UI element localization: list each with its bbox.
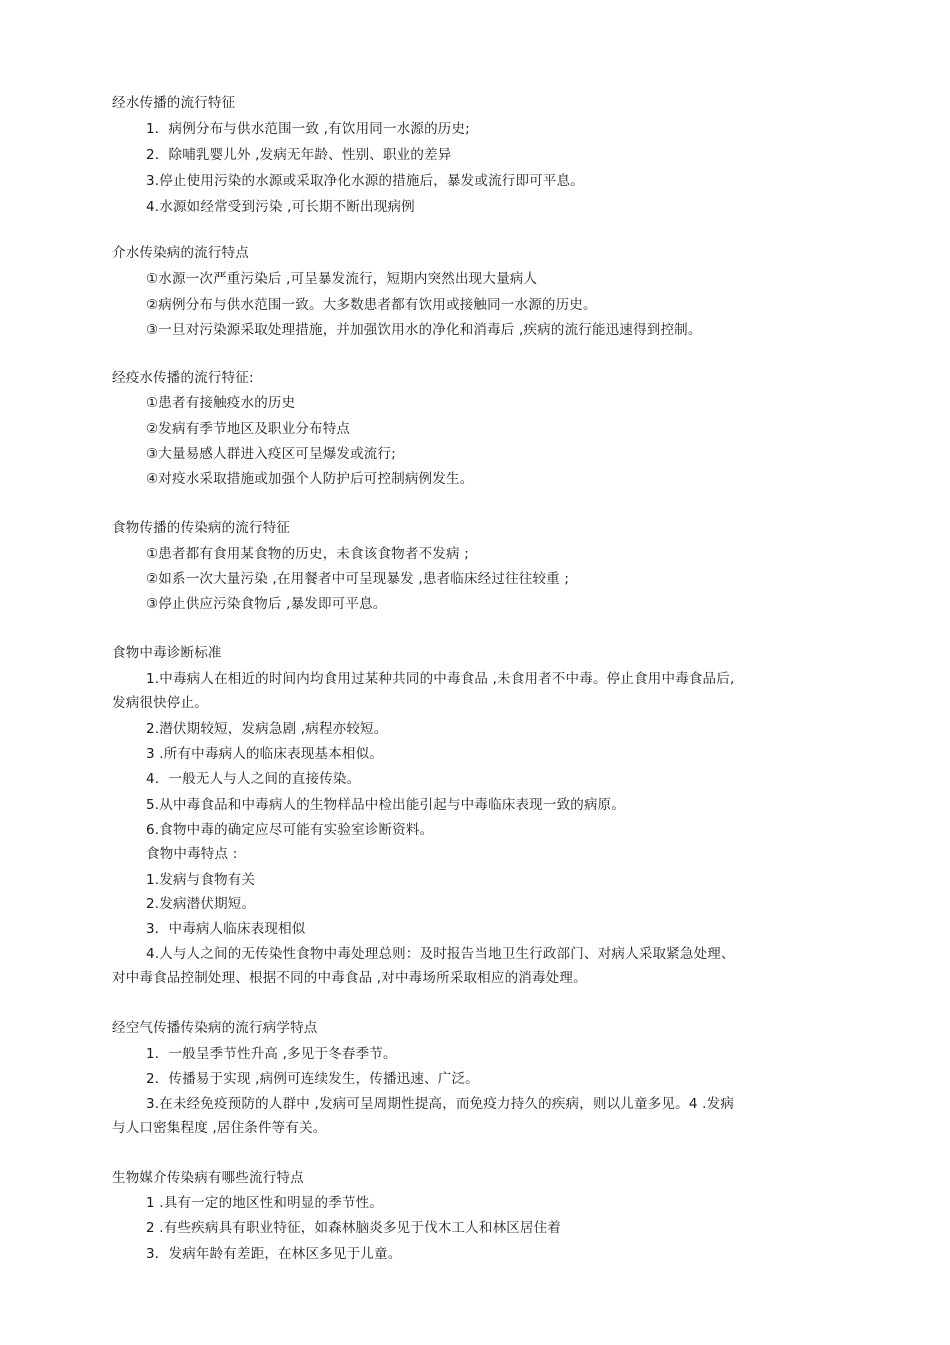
- list-item-continuation: 发病很快停止。: [112, 695, 208, 711]
- list-item: 3.停止使用污染的水源或采取净化水源的措施后，暴发或流行即可平息。: [146, 173, 584, 189]
- list-item: ③一旦对污染源采取处理措施，并加强饮用水的净化和消毒后 ,疾病的流行能迅速得到控制。: [146, 322, 702, 338]
- list-item-continuation: 与人口密集程度 ,居住条件等有关。: [112, 1120, 327, 1136]
- list-item: ③大量易感人群进入疫区可呈爆发或流行;: [146, 446, 396, 462]
- list-item: 2.发病潜伏期短。: [146, 896, 256, 912]
- list-item: 1．一般呈季节性升高 ,多见于冬春季节。: [146, 1046, 397, 1062]
- section-title: 经疫水传播的流行特征:: [112, 370, 254, 386]
- list-item: 4．一般无人与人之间的直接传染。: [146, 771, 361, 787]
- section-title: 食物传播的传染病的流行特征: [112, 520, 291, 536]
- section-title: 经空气传播传染病的流行病学特点: [112, 1020, 318, 1036]
- list-item: ④对疫水采取措施或加强个人防护后可控制病例发生。: [146, 471, 474, 487]
- list-item: 5.从中毒食品和中毒病人的生物样品中检出能引起与中毒临床表现一致的病原。: [146, 797, 626, 813]
- section-title: 食物中毒诊断标准: [112, 645, 222, 661]
- list-item: 2．传播易于实现 ,病例可连续发生，传播迅速、广泛。: [146, 1071, 479, 1087]
- list-item: 4.水源如经常受到污染 ,可长期不断出现病例: [146, 199, 415, 215]
- list-item: ②如系一次大量污染 ,在用餐者中可呈现暴发 ,患者临床经过往往较重 ;: [146, 571, 570, 587]
- list-item: 3.在未经免疫预防的人群中 ,发病可呈周期性提高，而免疫力持久的疾病，则以儿童多见。4 .发病: [146, 1096, 735, 1112]
- list-item: 2．除哺乳婴儿外 ,发病无年龄、性别、职业的差异: [146, 147, 452, 163]
- list-item: ①患者都有食用某食物的历史，未食该食物者不发病 ;: [146, 546, 469, 562]
- list-item: ②发病有季节地区及职业分布特点: [146, 421, 351, 437]
- list-item: 4.人与人之间的无传染性食物中毒处理总则：及时报告当地卫生行政部门、对病人采取紧急处理、: [146, 946, 735, 962]
- list-item: ②病例分布与供水范围一致。大多数患者都有饮用或接触同一水源的历史。: [146, 297, 597, 313]
- list-item: ①患者有接触疫水的历史: [146, 395, 296, 411]
- list-item: 1 .具有一定的地区性和明显的季节性。: [146, 1195, 383, 1211]
- list-item: 3．中毒病人临床表现相似: [146, 921, 306, 937]
- list-item: 1.中毒病人在相近的时间内均食用过某种共同的中毒食品 ,未食用者不中毒。停止食用中毒食品后,: [146, 671, 735, 687]
- list-item: 3 .所有中毒病人的临床表现基本相似。: [146, 746, 383, 762]
- list-item-continuation: 对中毒食品控制处理、根据不同的中毒食品 ,对中毒场所采取相应的消毒处理。: [112, 970, 587, 986]
- list-item: 1．病例分布与供水范围一致 ,有饮用同一水源的历史;: [146, 121, 470, 137]
- section-title: 介水传染病的流行特点: [112, 245, 249, 261]
- section-title: 经水传播的流行特征: [112, 95, 236, 111]
- list-item: 3．发病年龄有差距，在林区多见于儿童。: [146, 1246, 402, 1262]
- list-item: 6.食物中毒的确定应尽可能有实验室诊断资料。: [146, 822, 434, 838]
- list-item: ①水源一次严重污染后 ,可呈暴发流行，短期内突然出现大量病人: [146, 271, 538, 287]
- list-item: ③停止供应污染食物后 ,暴发即可平息。: [146, 596, 387, 612]
- subheading: 食物中毒特点 :: [146, 846, 238, 862]
- list-item: 2 .有些疾病具有职业特征，如森林脑炎多见于伐木工人和林区居住着: [146, 1220, 562, 1236]
- list-item: 2.潜伏期较短，发病急剧 ,病程亦较短。: [146, 721, 388, 737]
- list-item: 1.发病与食物有关: [146, 872, 256, 888]
- section-title: 生物媒介传染病有哪些流行特点: [112, 1170, 304, 1186]
